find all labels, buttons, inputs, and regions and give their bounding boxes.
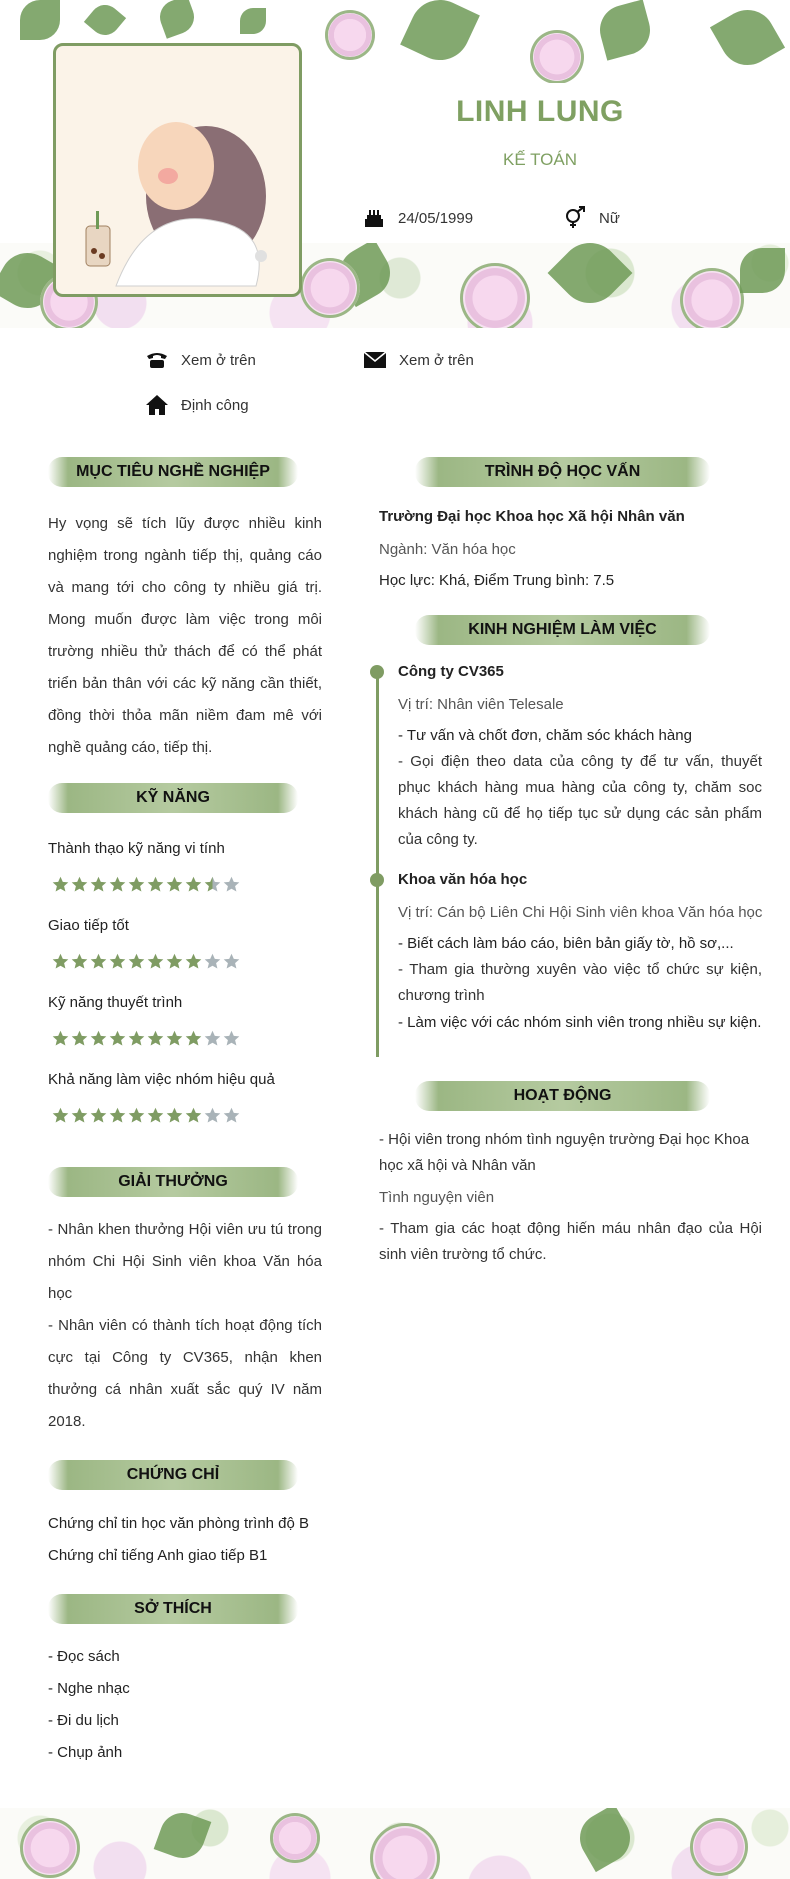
star-icon xyxy=(71,1107,88,1124)
star-icon xyxy=(109,876,126,893)
skill-name: Khả năng làm việc nhóm hiệu quả xyxy=(48,1071,275,1088)
candidate-name: LINH LUNG xyxy=(456,95,624,128)
star-icon xyxy=(52,1107,69,1124)
gender-row xyxy=(563,206,620,230)
star-icon xyxy=(109,1030,126,1047)
award-item: - Nhân khen thưởng Hội viên ưu tú trong nhóm Chi Hội Sinh viên khoa Văn hóa học xyxy=(48,1221,322,1302)
star-icon xyxy=(71,1030,88,1047)
skill-name: Thành thạo kỹ năng vi tính xyxy=(48,840,225,857)
phone-row xyxy=(145,348,256,372)
star-icon xyxy=(52,876,69,893)
activity-role: Tình nguyện viên xyxy=(379,1189,495,1206)
floral-decoration-bottom xyxy=(0,1808,790,1879)
star-icon xyxy=(128,1030,145,1047)
star-icon xyxy=(204,953,221,970)
skill-name: Giao tiếp tốt xyxy=(48,917,129,934)
star-icon xyxy=(90,953,107,970)
email-row xyxy=(363,348,474,372)
star-icon xyxy=(223,953,240,970)
star-icon xyxy=(147,953,164,970)
floral-decoration-top-right xyxy=(300,0,790,83)
section-heading-certificates: CHỨNG CHỈ xyxy=(48,1460,298,1490)
certificate-item: Chứng chỉ tiếng Anh giao tiếp B1 xyxy=(48,1547,268,1564)
birthday-value: 24/05/1999 xyxy=(398,209,474,227)
skill-rating xyxy=(52,953,240,970)
star-icon xyxy=(147,876,164,893)
phone-value: Xem ở trên xyxy=(181,351,256,369)
star-icon xyxy=(204,1107,221,1124)
star-icon xyxy=(185,953,202,970)
education-major: Ngành: Văn hóa học xyxy=(379,541,516,558)
star-icon xyxy=(204,1030,221,1047)
skill-rating xyxy=(52,1107,240,1124)
home-icon xyxy=(145,393,169,417)
star-icon xyxy=(109,1107,126,1124)
section-heading-awards: GIẢI THƯỞNG xyxy=(48,1167,298,1197)
certificate-item: Chứng chỉ tin học văn phòng trình độ B xyxy=(48,1515,310,1532)
star-icon xyxy=(128,953,145,970)
address-value: Định công xyxy=(181,396,249,414)
activity-desc: - Tham gia các hoạt động hiến máu nhân đạo của Hội sinh viên trường tổ chức. xyxy=(379,1220,762,1263)
hobby-item: - Đọc sách xyxy=(48,1648,120,1665)
star-icon xyxy=(166,953,183,970)
hobby-item: - Nghe nhạc xyxy=(48,1680,130,1697)
experience-position: Vị trí: Cán bộ Liên Chi Hội Sinh viên khoa Văn hóa học xyxy=(398,904,763,921)
star-icon xyxy=(90,876,107,893)
avatar-illustration xyxy=(56,46,299,294)
address-row xyxy=(145,393,249,417)
star-icon xyxy=(185,876,202,893)
skill-rating xyxy=(52,1030,240,1047)
skill-rating xyxy=(52,876,240,893)
star-icon xyxy=(223,876,240,893)
gender-value: Nữ xyxy=(599,209,620,227)
birthday-row xyxy=(362,206,473,230)
star-icon xyxy=(52,1030,69,1047)
experience-duty: - Tư vấn và chốt đơn, chăm sóc khách hàng xyxy=(398,727,692,744)
timeline-dot xyxy=(370,873,384,887)
section-heading-objective: MỤC TIÊU NGHỀ NGHIỆP xyxy=(48,457,298,487)
star-icon xyxy=(52,953,69,970)
education-grade: Học lực: Khá, Điểm Trung bình: 7.5 xyxy=(379,572,615,589)
star-icon xyxy=(128,1107,145,1124)
cake-icon xyxy=(362,206,386,230)
star-icon xyxy=(166,876,183,893)
star-icon xyxy=(166,1107,183,1124)
star-icon xyxy=(223,1107,240,1124)
star-icon xyxy=(147,1107,164,1124)
star-icon xyxy=(185,1107,202,1124)
job-title: KẾ TOÁN xyxy=(502,150,577,169)
section-heading-activities: HOẠT ĐỘNG xyxy=(415,1081,710,1111)
star-icon xyxy=(147,1030,164,1047)
star-icon xyxy=(109,953,126,970)
education-school: Trường Đại học Khoa học Xã hội Nhân văn xyxy=(379,508,685,525)
star-icon xyxy=(128,876,145,893)
objective-text: Hy vọng sẽ tích lũy được nhiều kinh nghiệm trong ngành tiếp thị, quảng cáo và mang tới cho công ty nhiều giá trị. Mong muốn được làm việc trong môi trường nhiều thử thách để có thể phát triển bản thân với các kỹ năng cần thiết, đồng thời thỏa mãn niềm đam mê với nghề quảng cáo, tiếp thị. xyxy=(48,515,322,756)
star-icon xyxy=(204,876,221,893)
experience-duty: - Gọi điện theo data của công ty để tư vấn, thuyết phục khách hàng mua hàng của công ty, chăm soc khách hàng cũ để họ tiếp tục sử dụng các sản phẩm của công ty. xyxy=(398,753,762,848)
star-icon xyxy=(223,1030,240,1047)
experience-company: Công ty CV365 xyxy=(398,663,504,680)
award-item: - Nhân viên có thành tích hoạt động tích cực tại Công ty CV365, nhận khen thưởng cá nhân xuất sắc quý IV năm 2018. xyxy=(48,1317,322,1430)
star-icon xyxy=(71,876,88,893)
timeline-dot xyxy=(370,665,384,679)
skill-name: Kỹ năng thuyết trình xyxy=(48,994,183,1011)
mail-icon xyxy=(363,348,387,372)
section-heading-experience: KINH NGHIỆM LÀM VIỆC xyxy=(415,615,710,645)
star-icon xyxy=(185,1030,202,1047)
timeline-bar xyxy=(376,672,379,1057)
section-heading-skills: KỸ NĂNG xyxy=(48,783,298,813)
phone-icon xyxy=(145,348,169,372)
activity-org: - Hội viên trong nhóm tình nguyện trường Đại học Khoa học xã hội và Nhân văn xyxy=(379,1131,750,1174)
experience-position: Vị trí: Nhân viên Telesale xyxy=(398,696,564,713)
gender-icon xyxy=(563,206,587,230)
star-icon xyxy=(71,953,88,970)
star-icon xyxy=(166,1030,183,1047)
experience-duty: - Tham gia thường xuyên vào việc tổ chức sự kiện, chương trình xyxy=(398,961,762,1004)
email-value: Xem ở trên xyxy=(399,351,474,369)
star-icon xyxy=(90,1030,107,1047)
profile-photo xyxy=(53,43,302,297)
section-heading-education: TRÌNH ĐỘ HỌC VẤN xyxy=(415,457,710,487)
experience-duty: - Làm việc với các nhóm sinh viên trong nhiều sự kiện. xyxy=(398,1014,762,1031)
experience-duty: - Biết cách làm báo cáo, biên bản giấy tờ, hồ sơ,... xyxy=(398,935,734,952)
experience-company: Khoa văn hóa học xyxy=(398,871,528,888)
star-icon xyxy=(90,1107,107,1124)
hobby-item: - Đi du lịch xyxy=(48,1712,119,1729)
section-heading-hobbies: SỞ THÍCH xyxy=(48,1594,298,1624)
hobby-item: - Chụp ảnh xyxy=(48,1744,123,1761)
